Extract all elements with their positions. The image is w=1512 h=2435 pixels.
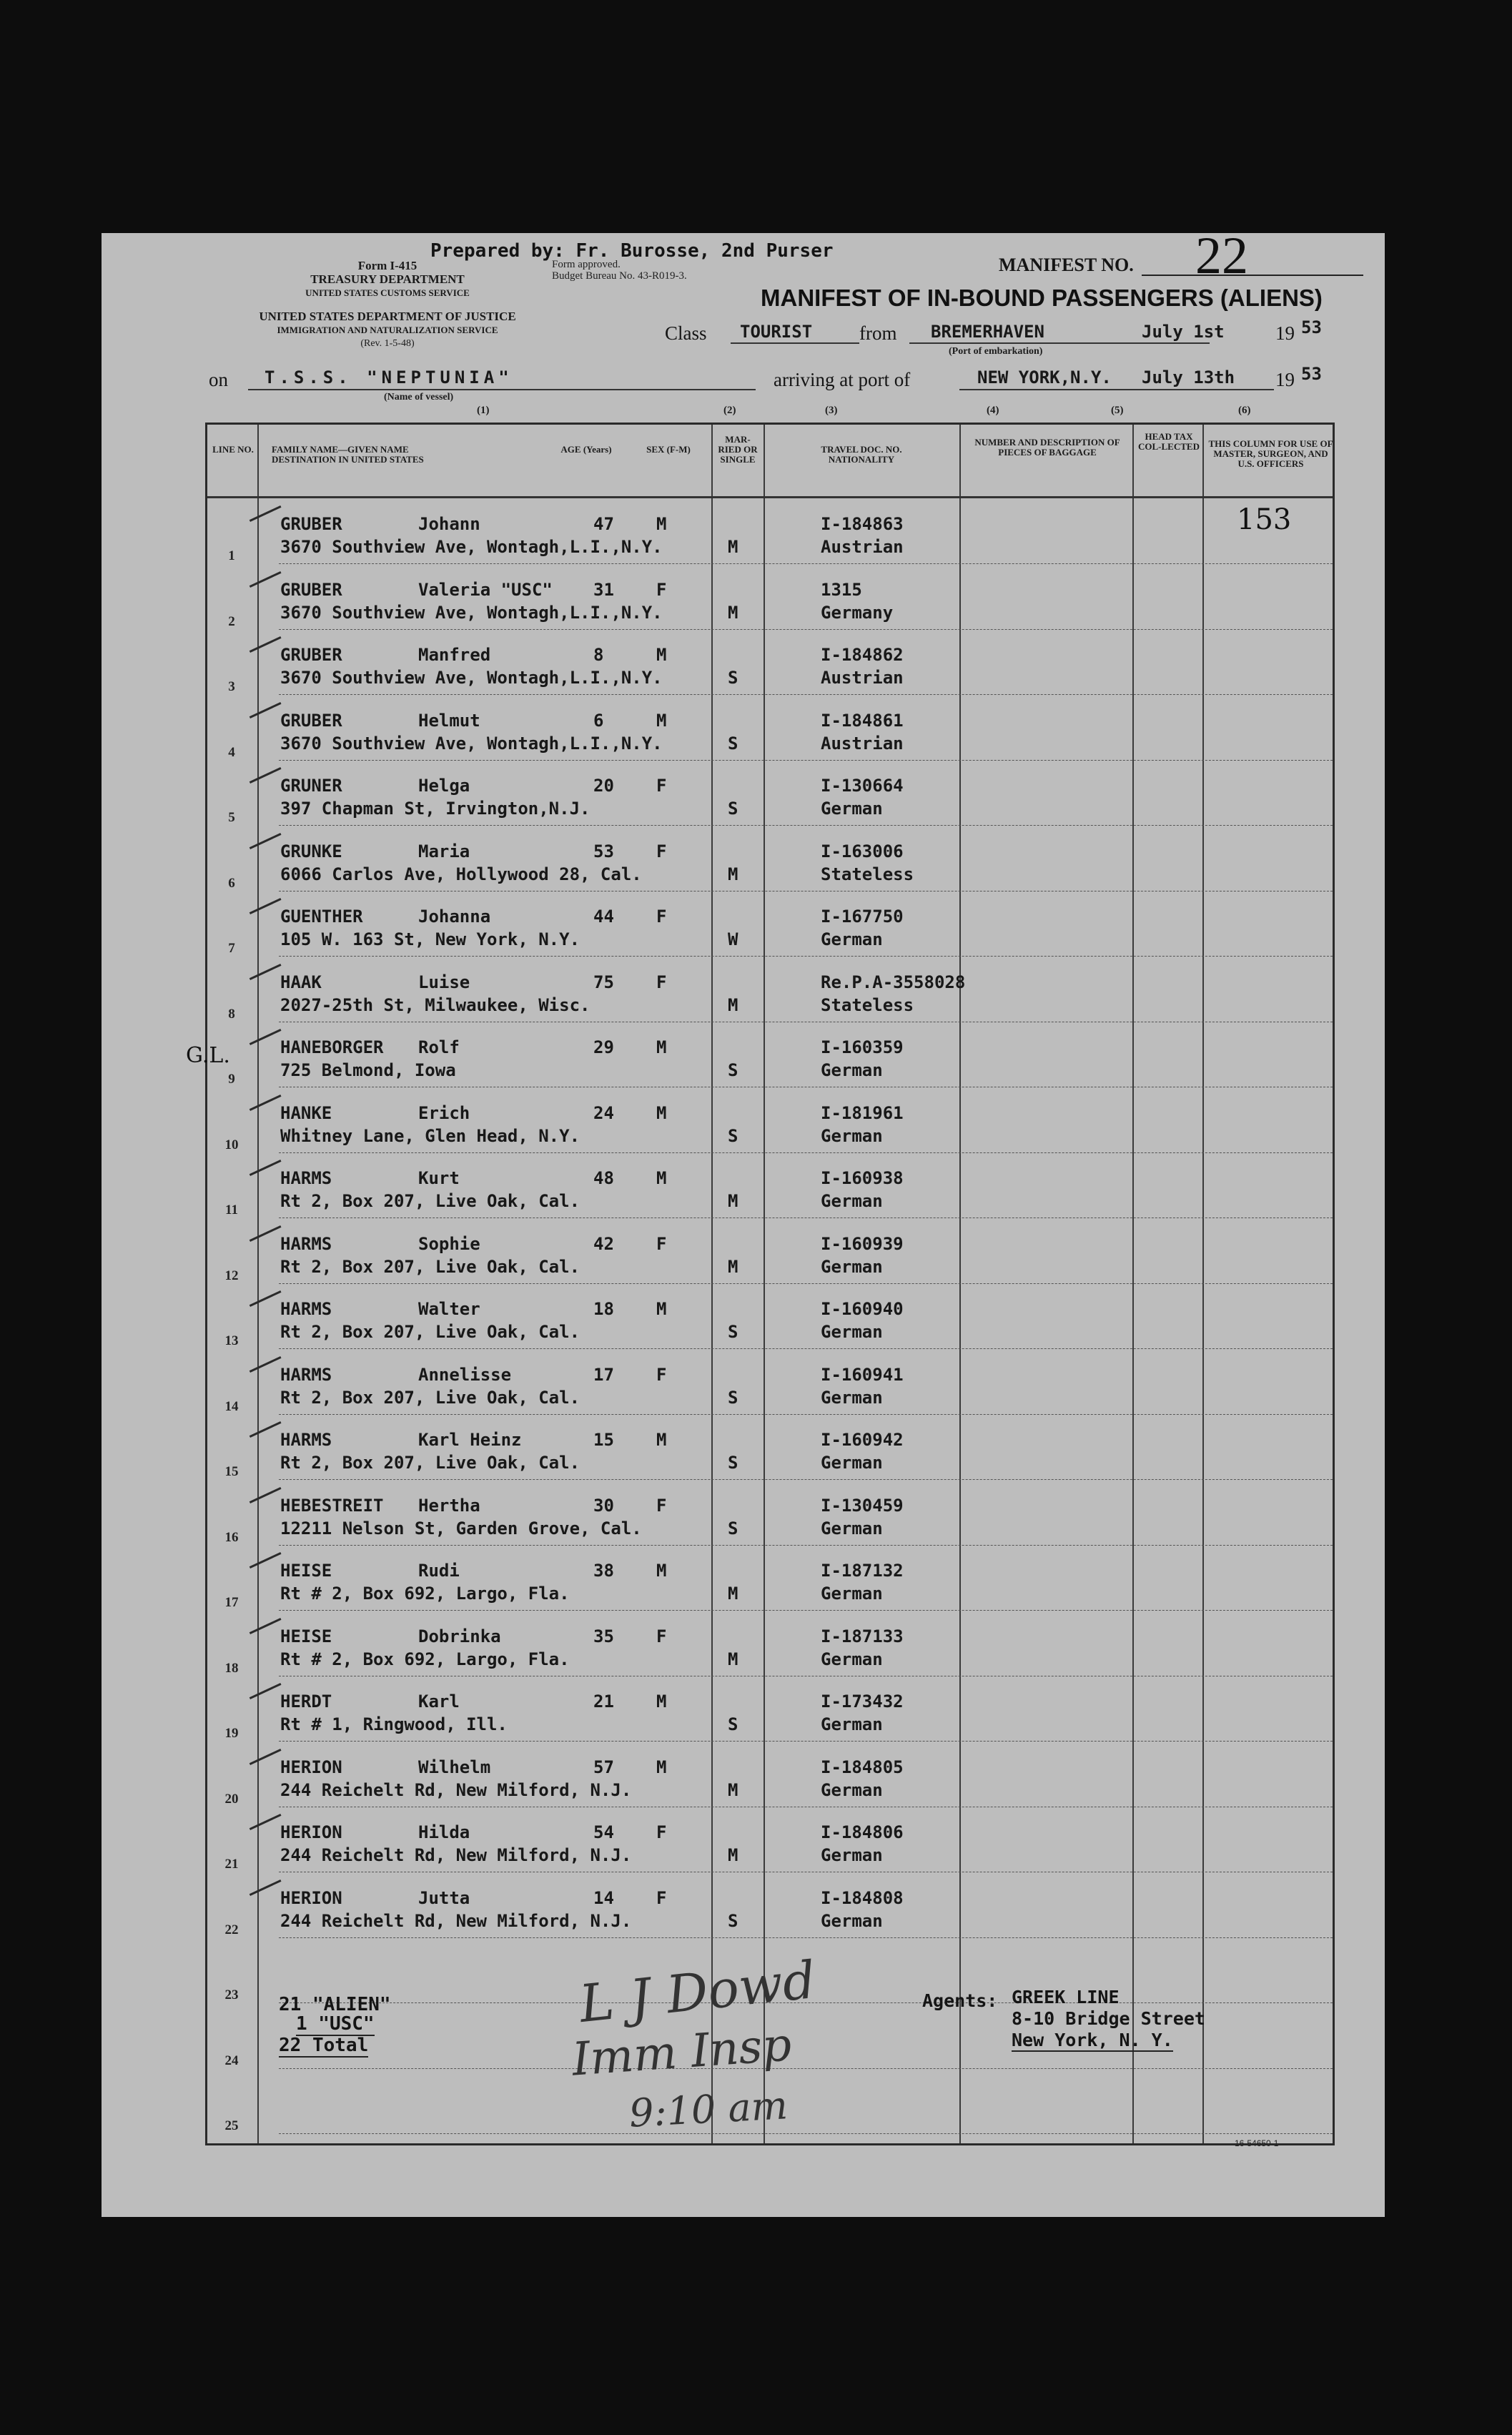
marital-status: S: [728, 1060, 738, 1080]
table-row: [207, 1218, 1333, 1284]
age: 14: [593, 1887, 614, 1908]
family-name: GRUNER: [280, 776, 342, 796]
form-line: IMMIGRATION AND NATURALIZATION SERVICE: [277, 325, 498, 335]
family-name: HERION: [280, 1822, 342, 1842]
agents-label: Agents:: [922, 1990, 998, 2011]
line-number: 25: [224, 2118, 239, 2133]
nationality: German: [821, 1387, 883, 1408]
travel-doc-no: 1315: [821, 579, 862, 600]
manifest-underline: [1142, 275, 1363, 276]
line-number: 17: [224, 1595, 239, 1610]
nationality: German: [821, 1453, 883, 1473]
table-row: [207, 1283, 1333, 1349]
age: 29: [593, 1037, 614, 1057]
column-number: (2): [723, 405, 736, 416]
table-row: [207, 1872, 1333, 1938]
nationality: Austrian: [821, 733, 904, 754]
line-number: 3: [228, 679, 235, 694]
destination: 105 W. 163 St, New York, N.Y.: [280, 929, 580, 949]
alien-count: 21 "ALIEN": [279, 1994, 391, 2015]
family-name: HARMS: [280, 1430, 332, 1450]
line-number: 11: [225, 1202, 238, 1218]
line-number: 10: [224, 1137, 239, 1152]
marital-status: S: [728, 1453, 738, 1473]
agent-address-2: New York, N. Y.: [1012, 2030, 1173, 2050]
given-name: Jutta: [418, 1887, 470, 1908]
line-number: 2: [228, 613, 235, 629]
class-label: Class: [665, 322, 707, 344]
nationality: German: [821, 1649, 883, 1669]
marital-status: M: [728, 1584, 738, 1604]
age: 8: [593, 645, 604, 665]
sex: F: [656, 907, 667, 927]
destination: 3670 Southview Ave, Wontagh,L.I.,N.Y.: [280, 602, 663, 623]
destination: 244 Reichelt Rd, New Milford, N.J.: [280, 1779, 632, 1800]
line-number: 5: [228, 810, 235, 825]
destination: 244 Reichelt Rd, New Milford, N.J.: [280, 1845, 632, 1865]
table-row: [207, 1087, 1333, 1153]
year-prefix: 19: [1275, 369, 1295, 390]
travel-doc-no: I-160940: [821, 1299, 904, 1319]
given-name: Hilda: [418, 1822, 470, 1842]
given-name: Hertha: [418, 1495, 480, 1516]
embark-port: BREMERHAVEN: [931, 322, 1044, 342]
form-line: TREASURY DEPARTMENT: [310, 272, 465, 286]
vessel-caption: (Name of vessel): [384, 392, 454, 402]
line-number: 4: [228, 744, 235, 760]
line-number: 16: [224, 1529, 239, 1545]
class-underline: [731, 342, 859, 344]
family-name: HARMS: [280, 1299, 332, 1319]
nationality: German: [821, 1910, 883, 1931]
age: 48: [593, 1168, 614, 1188]
given-name: Manfred: [418, 645, 491, 665]
table-row: [207, 1742, 1333, 1807]
column-number: (6): [1238, 405, 1251, 416]
family-name: HARMS: [280, 1364, 332, 1385]
class-value: TOURIST: [740, 322, 813, 342]
given-name: Johanna: [418, 907, 491, 927]
family-name: GRUBER: [280, 645, 342, 665]
port-caption: (Port of embarkation): [949, 346, 1043, 357]
arrival-underline: [959, 389, 1274, 390]
table-row: [207, 826, 1333, 891]
col-header-officers: THIS COLUMN FOR USE OF MASTER, SURGEON, AND U.S. OFFICERS: [1208, 438, 1333, 469]
given-name: Luise: [418, 972, 470, 992]
table-row: [207, 891, 1333, 957]
sex: M: [656, 1299, 667, 1319]
destination: 12211 Nelson St, Garden Grove, Cal.: [280, 1518, 642, 1538]
marital-status: S: [728, 1322, 738, 1342]
embark-underline: [909, 342, 1210, 344]
sex: M: [656, 1102, 667, 1123]
given-name: Rudi: [418, 1561, 460, 1581]
destination: Whitney Lane, Glen Head, N.Y.: [280, 1125, 580, 1146]
sex: M: [656, 514, 667, 534]
given-name: Erich: [418, 1102, 470, 1123]
nationality: German: [821, 1125, 883, 1146]
departure-date: July 1st: [1142, 322, 1225, 342]
family-name: HANEBORGER: [280, 1037, 384, 1057]
family-name: HAAK: [280, 972, 322, 992]
col-header-name: FAMILY NAME—GIVEN NAME DESTINATION IN UNITED STATES: [272, 444, 424, 465]
form-line: UNITED STATES CUSTOMS SERVICE: [305, 287, 470, 298]
vessel-underline: [248, 389, 756, 390]
table-row: [207, 1545, 1333, 1611]
table-row: [207, 1676, 1333, 1742]
marital-status: S: [728, 1518, 738, 1538]
sex: M: [656, 1168, 667, 1188]
given-name: Rolf: [418, 1037, 460, 1057]
travel-doc-no: I-160941: [821, 1364, 904, 1385]
travel-doc-no: I-184861: [821, 710, 904, 731]
travel-doc-no: I-184808: [821, 1887, 904, 1908]
arrival-year: 53: [1301, 364, 1322, 384]
form-line: (Rev. 1-5-48): [360, 338, 415, 349]
sex: M: [656, 1037, 667, 1057]
table-row: [207, 564, 1333, 630]
nationality: German: [821, 1845, 883, 1865]
table-row: [207, 695, 1333, 761]
destination: 3670 Southview Ave, Wontagh,L.I.,N.Y.: [280, 668, 663, 688]
family-name: HEISE: [280, 1626, 332, 1646]
sex: F: [656, 1887, 667, 1908]
column-number: (1): [477, 405, 490, 416]
destination: Rt 2, Box 207, Live Oak, Cal.: [280, 1322, 580, 1342]
travel-doc-no: I-187132: [821, 1561, 904, 1581]
given-name: Dobrinka: [418, 1626, 501, 1646]
col-header-sex: SEX (F-M): [646, 444, 691, 455]
destination: Rt # 2, Box 692, Largo, Fla.: [280, 1649, 570, 1669]
marital-status: M: [728, 1191, 738, 1211]
family-name: HARMS: [280, 1168, 332, 1188]
given-name: Sophie: [418, 1233, 480, 1254]
table-row: [207, 1807, 1333, 1872]
table-row: [207, 1152, 1333, 1218]
col-header-head-tax: HEAD TAX COL-LECTED: [1138, 431, 1200, 452]
prepared-by: Prepared by: Fr. Burosse, 2nd Purser: [430, 240, 834, 262]
line-number: 7: [228, 941, 235, 956]
destination: Rt 2, Box 207, Live Oak, Cal.: [280, 1191, 580, 1211]
nationality: German: [821, 1714, 883, 1734]
age: 24: [593, 1102, 614, 1123]
agent-address-1: 8-10 Bridge Street: [1012, 2008, 1205, 2029]
given-name: Walter: [418, 1299, 480, 1319]
given-name: Helga: [418, 776, 470, 796]
column-number: (4): [987, 405, 999, 416]
table-row: [207, 498, 1333, 564]
inspector-signature: L J Dowd: [576, 1949, 819, 2035]
marital-status: S: [728, 1714, 738, 1734]
marital-status: M: [728, 1649, 738, 1669]
column-number: (3): [825, 405, 838, 416]
sex: M: [656, 645, 667, 665]
table-row: [207, 1480, 1333, 1546]
marital-status: M: [728, 994, 738, 1015]
on-label: on: [209, 369, 228, 390]
line-number: 21: [224, 1857, 239, 1872]
margin-note: G.L.: [186, 1043, 230, 1068]
travel-doc-no: I-184805: [821, 1757, 904, 1777]
nationality: German: [821, 1518, 883, 1538]
age: 38: [593, 1561, 614, 1581]
travel-doc-no: I-160359: [821, 1037, 904, 1057]
approval-line: Form approved.: [552, 259, 621, 270]
family-name: GRUNKE: [280, 841, 342, 861]
approval-line: Budget Bureau No. 43-R019-3.: [552, 270, 687, 282]
line-number: 15: [224, 1464, 239, 1479]
age: 17: [593, 1364, 614, 1385]
travel-doc-no: Re.P.A-3558028: [821, 972, 966, 992]
travel-doc-no: I-181961: [821, 1102, 904, 1123]
age: 54: [593, 1822, 614, 1842]
family-name: HERION: [280, 1887, 342, 1908]
agent-name: GREEK LINE: [1012, 1987, 1120, 2007]
destination: 2027-25th St, Milwaukee, Wisc.: [280, 994, 591, 1015]
marital-status: W: [728, 929, 738, 949]
nationality: German: [821, 929, 883, 949]
given-name: Kurt: [418, 1168, 460, 1188]
family-name: HEBESTREIT: [280, 1495, 384, 1516]
marital-status: M: [728, 1845, 738, 1865]
destination: Rt # 2, Box 692, Largo, Fla.: [280, 1584, 570, 1604]
nationality: German: [821, 1256, 883, 1277]
arrival-port: NEW YORK,N.Y.: [977, 367, 1112, 387]
marital-status: M: [728, 602, 738, 623]
line-number: 20: [224, 1791, 239, 1807]
column-number: (5): [1111, 405, 1124, 416]
destination: 725 Belmond, Iowa: [280, 1060, 456, 1080]
col-header-baggage: NUMBER AND DESCRIPTION OF PIECES OF BAGGAGE: [974, 437, 1120, 458]
line-number: 19: [224, 1726, 239, 1741]
officer-note: 153: [1237, 503, 1292, 536]
marital-status: S: [728, 799, 738, 819]
line-number: 18: [224, 1660, 239, 1676]
destination: 397 Chapman St, Irvington,N.J.: [280, 799, 591, 819]
age: 31: [593, 579, 614, 600]
sex: F: [656, 1822, 667, 1842]
destination: Rt 2, Box 207, Live Oak, Cal.: [280, 1256, 580, 1277]
given-name: Karl Heinz: [418, 1430, 522, 1450]
given-name: Valeria "USC": [418, 579, 553, 600]
marital-status: M: [728, 1256, 738, 1277]
form-header: [209, 259, 566, 350]
nationality: Stateless: [821, 864, 914, 884]
manifest-sheet: [102, 227, 1385, 2217]
nationality: German: [821, 1322, 883, 1342]
table-row: [207, 760, 1333, 826]
destination: Rt 2, Box 207, Live Oak, Cal.: [280, 1387, 580, 1408]
table-row: [207, 1349, 1333, 1415]
line-number: 8: [228, 1006, 235, 1022]
table-row: [207, 1414, 1333, 1480]
sex: M: [656, 710, 667, 731]
line-number: 23: [224, 1987, 239, 2002]
age: 30: [593, 1495, 614, 1516]
destination: Rt # 1, Ringwood, Ill.: [280, 1714, 508, 1734]
nationality: German: [821, 1779, 883, 1800]
total-count: 22 Total: [279, 2035, 369, 2056]
passenger-table: [186, 423, 1335, 2145]
marital-status: S: [728, 1125, 738, 1146]
age: 20: [593, 776, 614, 796]
line-number: 12: [224, 1268, 239, 1283]
family-name: HANKE: [280, 1102, 332, 1123]
manifest-no-label: MANIFEST NO.: [999, 255, 1134, 275]
age: 35: [593, 1626, 614, 1646]
usc-count: 1 "USC": [296, 2013, 375, 2035]
travel-doc-no: I-163006: [821, 841, 904, 861]
nationality: German: [821, 1584, 883, 1604]
line-number: 13: [224, 1333, 239, 1348]
line-number: 9: [228, 1072, 235, 1087]
check-mark: [240, 486, 281, 522]
table-row: [207, 957, 1333, 1022]
nationality: German: [821, 1191, 883, 1211]
sex: F: [656, 841, 667, 861]
line-number: 1: [228, 548, 235, 563]
travel-doc-no: I-160939: [821, 1233, 904, 1254]
family-name: GRUBER: [280, 579, 342, 600]
nationality: German: [821, 799, 883, 819]
sex: F: [656, 1495, 667, 1516]
given-name: Wilhelm: [418, 1757, 491, 1777]
marital-status: M: [728, 1779, 738, 1800]
destination: Rt 2, Box 207, Live Oak, Cal.: [280, 1453, 580, 1473]
destination: 3670 Southview Ave, Wontagh,L.I.,N.Y.: [280, 733, 663, 754]
sex: M: [656, 1561, 667, 1581]
marital-status: S: [728, 668, 738, 688]
age: 21: [593, 1691, 614, 1712]
form-line: UNITED STATES DEPARTMENT OF JUSTICE: [259, 310, 516, 323]
table-row: [207, 1022, 1333, 1087]
family-name: HARMS: [280, 1233, 332, 1254]
sex: F: [656, 776, 667, 796]
marital-status: S: [728, 1910, 738, 1931]
given-name: Maria: [418, 841, 470, 861]
sex: M: [656, 1430, 667, 1450]
sex: M: [656, 1691, 667, 1712]
marital-status: S: [728, 1387, 738, 1408]
line-number: 6: [228, 875, 235, 891]
age: 44: [593, 907, 614, 927]
sex: F: [656, 1626, 667, 1646]
destination: 3670 Southview Ave, Wontagh,L.I.,N.Y.: [280, 537, 663, 557]
marital-status: M: [728, 864, 738, 884]
age: 53: [593, 841, 614, 861]
table-row: [207, 629, 1333, 695]
given-name: Helmut: [418, 710, 480, 731]
age: 18: [593, 1299, 614, 1319]
travel-doc-no: I-130664: [821, 776, 904, 796]
inspection-time: 9:10 am: [628, 2083, 789, 2136]
travel-doc-no: I-167750: [821, 907, 904, 927]
line-number: 24: [224, 2053, 239, 2068]
col-header-married: MAR-RIED OR SINGLE: [718, 434, 758, 465]
form-line: Form I-415: [357, 259, 417, 272]
nationality: Austrian: [821, 668, 904, 688]
row-divider: [279, 2133, 1333, 2134]
family-name: GRUBER: [280, 710, 342, 731]
age: 15: [593, 1430, 614, 1450]
age: 42: [593, 1233, 614, 1254]
travel-doc-no: I-160938: [821, 1168, 904, 1188]
given-name: Karl: [418, 1691, 460, 1712]
nationality: Germany: [821, 602, 894, 623]
travel-doc-no: I-130459: [821, 1495, 904, 1516]
table-row: [207, 1611, 1333, 1676]
line-number: 22: [224, 1922, 239, 1937]
sex: M: [656, 1757, 667, 1777]
arrival-date: July 13th: [1142, 367, 1235, 387]
travel-doc-no: I-187133: [821, 1626, 904, 1646]
family-name: HERDT: [280, 1691, 332, 1712]
col-header-age: AGE (Years): [560, 444, 612, 455]
col-header-line: LINE NO.: [212, 444, 254, 455]
age: 57: [593, 1757, 614, 1777]
departure-year: 53: [1301, 317, 1322, 337]
vessel-name: T.S.S. "NEPTUNIA": [265, 367, 513, 387]
given-name: Annelisse: [418, 1364, 512, 1385]
marital-status: M: [728, 537, 738, 557]
col-header-travel-doc: TRAVEL DOC. NO. NATIONALITY: [821, 444, 902, 465]
travel-doc-no: I-184862: [821, 645, 904, 665]
year-prefix: 19: [1275, 322, 1295, 344]
page-title: MANIFEST OF IN-BOUND PASSENGERS (ALIENS): [761, 285, 1323, 311]
inspector-title: Imm Insp: [570, 2018, 794, 2087]
age: 75: [593, 972, 614, 992]
family-name: GRUBER: [280, 514, 342, 534]
family-name: GUENTHER: [280, 907, 363, 927]
nationality: Austrian: [821, 537, 904, 557]
manifest-number: 22: [1195, 227, 1248, 285]
arriving-label: arriving at port of: [774, 369, 911, 390]
travel-doc-no: I-184863: [821, 514, 904, 534]
form-number: 16-54650-1: [1235, 2138, 1279, 2148]
given-name: Johann: [418, 514, 480, 534]
sex: F: [656, 1233, 667, 1254]
sex: F: [656, 972, 667, 992]
sex: F: [656, 579, 667, 600]
destination: 6066 Carlos Ave, Hollywood 28, Cal.: [280, 864, 642, 884]
travel-doc-no: I-184806: [821, 1822, 904, 1842]
family-name: HERION: [280, 1757, 342, 1777]
travel-doc-no: I-173432: [821, 1691, 904, 1712]
from-label: from: [859, 322, 897, 344]
marital-status: S: [728, 733, 738, 754]
nationality: Stateless: [821, 994, 914, 1015]
age: 6: [593, 710, 604, 731]
line-number: 14: [224, 1398, 239, 1414]
nationality: German: [821, 1060, 883, 1080]
travel-doc-no: I-160942: [821, 1430, 904, 1450]
age: 47: [593, 514, 614, 534]
destination: 244 Reichelt Rd, New Milford, N.J.: [280, 1910, 632, 1931]
family-name: HEISE: [280, 1561, 332, 1581]
sex: F: [656, 1364, 667, 1385]
approval-note: [552, 259, 687, 282]
